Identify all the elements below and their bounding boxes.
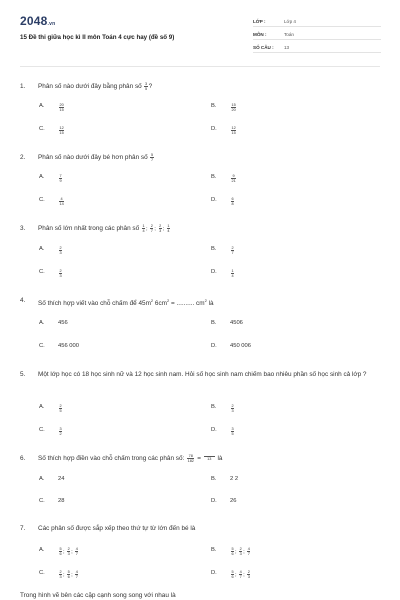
fraction xyxy=(75,547,78,556)
numerator: 2 xyxy=(239,547,242,551)
denominator: 4 xyxy=(231,274,234,278)
numerator: 1 xyxy=(142,223,145,228)
numerator: 4 xyxy=(75,547,78,551)
option-label: D. xyxy=(211,427,217,433)
option-label: B. xyxy=(211,174,217,180)
numerator: 2 xyxy=(150,223,153,228)
denominator: 15 xyxy=(59,131,64,135)
numerator: 2 xyxy=(59,404,62,408)
fraction xyxy=(231,547,234,556)
option-label: C. xyxy=(39,427,45,433)
option-label: D. xyxy=(211,197,217,203)
header-divider xyxy=(20,66,380,67)
option-label: A. xyxy=(39,547,45,553)
answer-blank: = .......... cm xyxy=(169,300,205,308)
fraction xyxy=(247,570,250,579)
question-end: là xyxy=(217,455,223,462)
fraction xyxy=(59,269,62,278)
fraction xyxy=(67,570,70,579)
question-number: 5. xyxy=(20,371,26,378)
fraction xyxy=(231,126,236,135)
option-value: 450 006 xyxy=(230,343,251,349)
numerator: 2 xyxy=(159,223,162,228)
fraction xyxy=(144,82,147,91)
denominator: 4 xyxy=(167,228,170,233)
numerator: 4 xyxy=(75,570,78,574)
meta-key: LỚP : xyxy=(253,19,266,24)
option-label: C. xyxy=(39,498,45,504)
numerator: 9 xyxy=(232,174,235,178)
question-end: là xyxy=(206,300,214,308)
question-end: ? xyxy=(148,83,153,90)
question-stem: Phân số nào dưới đây bé hơn phân số xyxy=(38,154,148,161)
fraction xyxy=(187,454,194,463)
superscript: 2 xyxy=(204,298,207,303)
meta-key: MÔN : xyxy=(253,32,267,37)
denominator: 3 xyxy=(67,552,70,556)
denominator: 3 xyxy=(59,274,62,278)
denominator: 3 xyxy=(59,251,62,255)
question-text: Phân số lớn nhất trong các phân số $\frac{1}{4}$ ; $\frac{2}{7}$ ; $\frac{2}{3}$ ; $\frac{1}{4}$ xyxy=(38,223,170,233)
document-header xyxy=(0,0,400,64)
numerator: 3 xyxy=(231,427,234,431)
option-label: B. xyxy=(211,404,217,410)
option-label: C. xyxy=(39,343,45,349)
option-label: C. xyxy=(39,126,45,132)
fraction xyxy=(239,570,242,579)
denominator: 3 xyxy=(231,409,234,413)
question-8-partial: Trong hình vẽ bên các cặp cạnh song song với nhau là xyxy=(20,592,176,599)
option-label: A. xyxy=(39,320,45,326)
option-label: B. xyxy=(211,476,217,482)
fraction xyxy=(59,197,64,206)
denominator: 7 xyxy=(150,157,154,162)
numerator: 5 xyxy=(231,570,234,574)
option-label: B. xyxy=(211,320,217,326)
numerator: 6 xyxy=(231,197,234,201)
equals-sign: = xyxy=(197,455,201,462)
denominator: 9 xyxy=(59,179,62,183)
numerator: 12 xyxy=(231,126,236,130)
denominator: 20 xyxy=(231,108,236,112)
logo-text: 2048 xyxy=(20,14,48,28)
question-stem: Phân số nào dưới đây bằng phân số xyxy=(38,83,142,90)
question-number: 3. xyxy=(20,225,26,232)
denominator: 7 xyxy=(247,552,250,556)
fraction xyxy=(75,570,78,579)
option-label: A. xyxy=(39,174,45,180)
option-value: 26 xyxy=(230,498,237,504)
fraction xyxy=(247,547,250,556)
denominator: 3 xyxy=(247,575,250,579)
meta-value: Toán xyxy=(284,32,294,37)
numerator: 5 xyxy=(59,547,62,551)
denominator: 3 xyxy=(239,552,242,556)
question-text xyxy=(38,453,373,464)
denominator: 6 xyxy=(231,575,234,579)
meta-divider xyxy=(253,26,381,27)
denominator: 182 xyxy=(187,458,194,463)
denominator: 3 xyxy=(59,575,62,579)
denominator: 6 xyxy=(231,552,234,556)
denominator: 7 xyxy=(150,228,153,233)
denominator: 7 xyxy=(239,575,242,579)
fraction xyxy=(59,404,62,413)
option-label: B. xyxy=(211,246,217,252)
denominator: 7 xyxy=(75,575,78,579)
document-title: 15 Đề thi giữa học kì II môn Toán 4 cực hay (đề số 9) xyxy=(20,34,175,41)
fraction xyxy=(59,103,64,112)
meta-divider xyxy=(253,39,381,40)
fraction xyxy=(231,570,234,579)
logo-suffix: .vn xyxy=(47,21,56,27)
option-label: A. xyxy=(39,476,45,482)
denominator: 8 xyxy=(231,202,234,206)
fraction xyxy=(159,224,162,233)
question-text xyxy=(38,295,373,309)
numerator: 2 xyxy=(59,246,62,250)
option-label: D. xyxy=(211,269,217,275)
numerator: 3 xyxy=(59,427,62,431)
fraction xyxy=(231,197,234,206)
numerator: 2 xyxy=(59,570,62,574)
question-text: Các phân số được sắp xếp theo thứ tự từ lớn đến bé là xyxy=(38,525,196,532)
option-value: 456 xyxy=(58,320,68,326)
fraction-blank xyxy=(204,456,215,461)
meta-value: Lớp 4 xyxy=(284,19,296,24)
denominator: 7 xyxy=(75,552,78,556)
denominator: 5 xyxy=(231,432,234,436)
numerator: 20 xyxy=(59,103,64,107)
option-label: D. xyxy=(211,570,217,576)
numerator: 2 xyxy=(231,404,234,408)
question-number: 4. xyxy=(20,297,26,304)
site-logo[interactable] xyxy=(20,14,55,28)
fraction xyxy=(59,174,62,183)
fraction xyxy=(59,126,64,135)
numerator: 2 xyxy=(231,246,234,250)
option-label: B. xyxy=(211,547,217,553)
numerator: 1 xyxy=(231,269,234,273)
fraction xyxy=(239,547,242,556)
superscript: 2 xyxy=(150,298,154,303)
option-label: C. xyxy=(39,570,45,576)
question-text xyxy=(38,152,373,163)
fraction xyxy=(231,246,234,255)
fraction xyxy=(231,427,234,436)
option-label: C. xyxy=(39,197,45,203)
numerator: 4 xyxy=(60,197,63,201)
fraction xyxy=(167,224,170,233)
denominator: 5 xyxy=(144,86,148,91)
option-label: D. xyxy=(211,343,217,349)
denominator: 13 xyxy=(207,456,212,461)
denominator: 15 xyxy=(231,131,236,135)
question-number: 2. xyxy=(20,154,26,161)
question-number: 6. xyxy=(20,455,26,462)
numerator: 2 xyxy=(59,269,62,273)
fraction xyxy=(150,153,153,162)
fraction xyxy=(231,103,236,112)
denominator: 2 xyxy=(59,432,62,436)
question-number: 1. xyxy=(20,83,26,90)
denominator: 7 xyxy=(231,251,234,255)
option-value: 28 xyxy=(58,498,65,504)
question-text: Một lớp học có 18 học sinh nữ và 12 học sinh nam. Hỏi số học sinh nam chiếm bao nhiêu phần số học sinh cả lớp ? xyxy=(38,371,367,378)
fraction xyxy=(142,224,145,233)
meta-value: 13 xyxy=(284,45,290,50)
numerator: 78 xyxy=(188,453,193,458)
denominator: 3 xyxy=(159,228,162,233)
numerator: 7 xyxy=(59,174,62,178)
fraction xyxy=(59,547,62,556)
meta-key: SỐ CÂU : xyxy=(253,45,274,50)
numerator: 4 xyxy=(247,547,250,551)
option-label: B. xyxy=(211,103,217,109)
option-label: A. xyxy=(39,404,45,410)
fraction xyxy=(59,570,62,579)
numerator: 2 xyxy=(67,547,70,551)
option-label: D. xyxy=(211,126,217,132)
option-label: A. xyxy=(39,103,45,109)
denominator: 21 xyxy=(231,179,236,183)
numerator: 5 xyxy=(150,152,154,157)
meta-divider xyxy=(253,52,381,53)
option-label: A. xyxy=(39,246,45,252)
fraction xyxy=(67,547,70,556)
option-value: 2 2 xyxy=(230,476,239,482)
denominator: 4 xyxy=(142,228,145,233)
denominator: 6 xyxy=(67,575,70,579)
numerator: 15 xyxy=(231,103,236,107)
fraction xyxy=(231,269,234,278)
numerator: 4 xyxy=(239,570,242,574)
fraction xyxy=(231,404,234,413)
option-label: D. xyxy=(211,498,217,504)
denominator: 15 xyxy=(59,108,64,112)
denominator: 14 xyxy=(59,202,64,206)
fraction xyxy=(150,224,153,233)
question-segment: 6cm xyxy=(153,300,167,308)
question-stem: Số thích hợp viết vào chỗ chấm để 45m xyxy=(38,300,151,308)
denominator: 6 xyxy=(59,552,62,556)
option-value: 4506 xyxy=(230,320,243,326)
fraction xyxy=(59,246,62,255)
numerator: 12 xyxy=(59,126,64,130)
numerator: 5 xyxy=(231,547,234,551)
numerator: 5 xyxy=(67,570,70,574)
fraction xyxy=(59,427,62,436)
question-stem: Số thích hợp điền vào chỗ chấm trong các phân số: xyxy=(38,455,185,462)
question-number: 7. xyxy=(20,525,26,532)
option-value: 24 xyxy=(58,476,65,482)
numerator: 2 xyxy=(247,570,250,574)
superscript: 2 xyxy=(167,298,170,303)
option-label: C. xyxy=(39,269,45,275)
option-value: 456 000 xyxy=(58,343,79,349)
fraction xyxy=(231,174,236,183)
numerator: 3 xyxy=(144,81,148,86)
question-text xyxy=(38,81,373,92)
numerator: 1 xyxy=(167,223,170,228)
denominator: 5 xyxy=(59,409,62,413)
question-stem: Phân số lớn nhất trong các phân số xyxy=(38,225,140,232)
